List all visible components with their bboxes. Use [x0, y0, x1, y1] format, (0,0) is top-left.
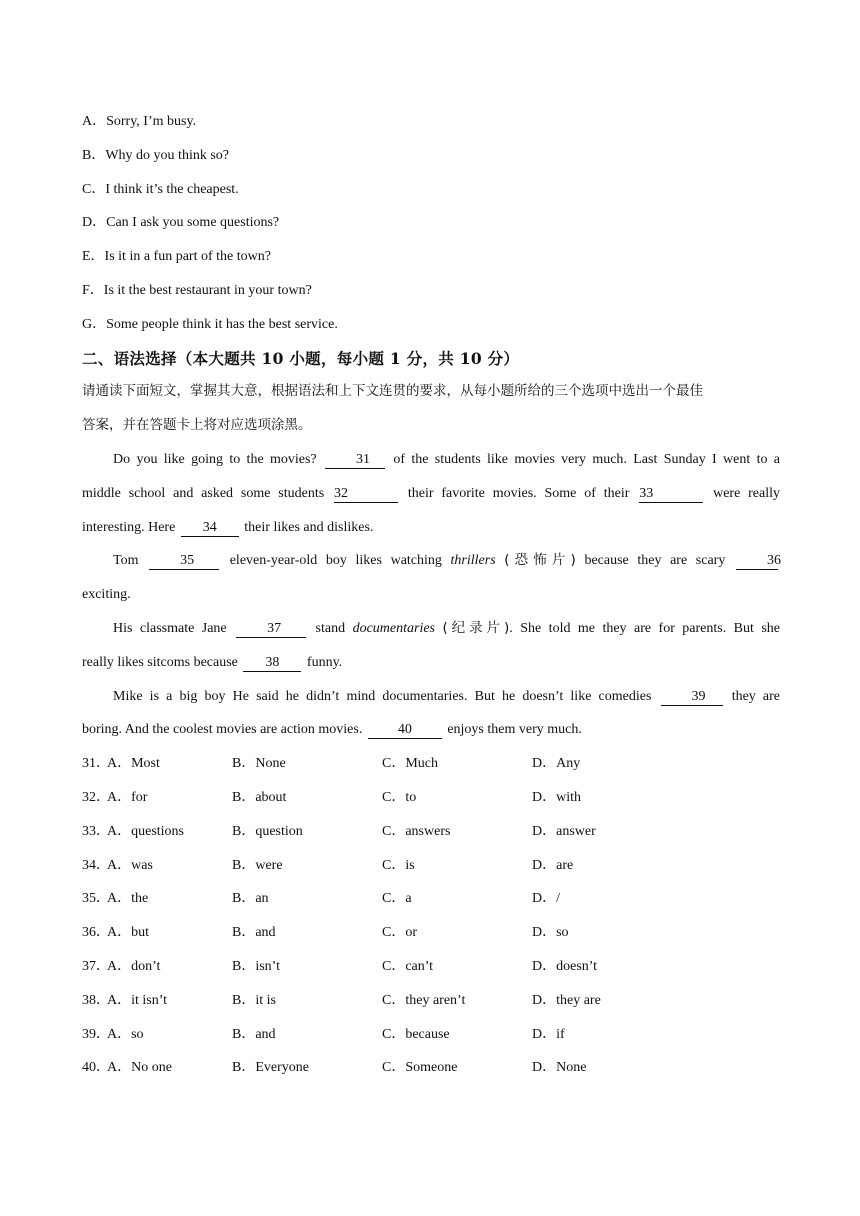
choice-f: F．Is it the best restaurant in your town? [82, 282, 312, 298]
passage-p4-line1 [82, 683, 780, 717]
option-b: B．None [232, 756, 286, 772]
option-c: C．answers [382, 823, 451, 839]
option-b: B．Everyone [232, 1060, 309, 1076]
option-d: D．None [532, 1060, 587, 1076]
option-b: B．isn’t [232, 958, 280, 974]
passage-p2-line2: exciting. [82, 587, 131, 603]
choice-e: E．Is it in a fun part of the town? [82, 249, 271, 265]
text: were really [713, 485, 781, 501]
option-b: B．and [232, 1026, 276, 1042]
text: their favorite movies. Some of their [407, 485, 630, 501]
option-c: C．because [382, 1026, 450, 1042]
option-a: A．was [107, 857, 153, 873]
text: Do you like going to the movies? [113, 451, 317, 467]
option-a: A．don’t [107, 958, 161, 974]
blank-36: 36 [736, 552, 778, 570]
question-35 [82, 885, 780, 919]
text: stand [315, 620, 346, 636]
thrillers-word: thrillers [450, 553, 496, 569]
question-number: 37． [82, 958, 110, 974]
passage-p3-line1 [82, 615, 780, 649]
text: of the students like movies very much. Last Sunday I went to a [393, 451, 781, 467]
choice-d: D．Can I ask you some questions? [82, 215, 280, 231]
text: Tom [113, 553, 139, 569]
option-d: D．they are [532, 992, 601, 1008]
passage-p4-line2 [82, 716, 780, 750]
passage-p1-line3 [82, 514, 780, 548]
option-c: C．can’t [382, 958, 434, 974]
option-c: C．a [382, 891, 412, 907]
documentaries-gloss: (纪录片) [442, 619, 510, 636]
question-number: 39． [82, 1026, 110, 1042]
document-page [82, 108, 780, 1088]
option-a: A．but [107, 925, 149, 941]
option-d: D．so [532, 925, 569, 941]
question-number: 34． [82, 857, 110, 873]
question-37 [82, 953, 780, 987]
passage-p2-line1 [82, 547, 780, 581]
question-number: 38． [82, 992, 110, 1008]
option-a: A．No one [107, 1060, 172, 1076]
option-d: D．if [532, 1026, 565, 1042]
option-a: A．the [107, 891, 149, 907]
blank-37: 37 [236, 620, 306, 638]
question-38 [82, 987, 780, 1021]
text: really likes sitcoms because [82, 654, 238, 670]
option-d: D．Any [532, 756, 581, 772]
passage-p1-line2 [82, 480, 780, 514]
text: interesting. Here [82, 519, 176, 535]
question-number: 35． [82, 891, 110, 907]
question-number: 36． [82, 925, 110, 941]
blank-38: 38 [243, 654, 301, 672]
passage-p3-line2 [82, 649, 780, 683]
option-a: A．so [107, 1026, 144, 1042]
option-d: D．are [532, 857, 574, 873]
option-b: B．question [232, 823, 303, 839]
text: they are [731, 688, 781, 704]
choice-g: G．Some people think it has the best service. [82, 316, 338, 332]
option-c: C．Someone [382, 1060, 458, 1076]
option-c: C．is [382, 857, 415, 873]
option-b: B．it is [232, 992, 276, 1008]
text: His classmate Jane [113, 620, 227, 636]
documentaries-word: documentaries [352, 620, 435, 636]
thrillers-gloss: (恐怖片) [504, 552, 576, 569]
text: because they are scary [584, 553, 726, 569]
question-32 [82, 784, 780, 818]
text: . She told me they are for parents. But she [509, 620, 781, 636]
blank-39: 39 [661, 688, 723, 706]
option-d: D．with [532, 789, 581, 805]
text: middle school and asked some students [82, 485, 325, 501]
thrillers-term [451, 553, 576, 568]
question-40 [82, 1054, 780, 1088]
text: Mike is a big boy He said he didn’t mind documentaries. But he doesn’t like comedies [113, 688, 652, 704]
question-number: 32． [82, 789, 110, 805]
blank-35: 35 [149, 552, 219, 570]
option-a: A．Most [107, 756, 160, 772]
documentaries-term [353, 621, 780, 636]
instructions-line-1: 请通读下面短文，掌握其大意，根据语法和上下文连贯的要求，从每小题所给的三个选项中选出一个最佳 [82, 383, 703, 400]
question-34 [82, 852, 780, 886]
text: funny. [306, 654, 343, 670]
option-c: C．they aren’t [382, 992, 466, 1008]
option-a: A．it isn’t [107, 992, 168, 1008]
option-c: C．Much [382, 756, 438, 772]
option-c: C．or [382, 925, 417, 941]
option-b: B．an [232, 891, 269, 907]
question-33 [82, 818, 780, 852]
blank-34: 34 [181, 519, 239, 537]
section-title: 二、语法选择（本大题共 10 小题，每小题 1 分，共 10 分） [82, 348, 520, 368]
choice-a: A．Sorry, I’m busy. [82, 114, 197, 129]
choice-b: B．Why do you think so? [82, 147, 229, 163]
question-number: 33． [82, 823, 110, 839]
option-a: A．questions [107, 823, 184, 839]
passage-p1-line1 [82, 446, 780, 480]
question-36 [82, 919, 780, 953]
question-number: 40． [82, 1060, 110, 1076]
option-d: D．answer [532, 823, 596, 839]
option-d: D．doesn’t [532, 958, 598, 974]
blank-33: 33 [639, 485, 703, 503]
question-31 [82, 750, 780, 784]
text: their likes and dislikes. [244, 519, 374, 535]
instructions-line-2: 答案，并在答题卡上将对应选项涂黑。 [82, 417, 312, 434]
choice-c: C．I think it’s the cheapest. [82, 181, 239, 197]
question-number: 31． [82, 756, 110, 772]
question-39 [82, 1021, 780, 1055]
option-d: D．/ [532, 891, 560, 907]
text: eleven-year-old boy likes watching [229, 553, 442, 569]
option-a: A．for [107, 789, 148, 805]
text: enjoys them very much. [447, 722, 582, 738]
blank-32: 32 [334, 485, 398, 503]
blank-31: 31 [325, 451, 385, 469]
blank-40: 40 [368, 721, 442, 739]
option-b: B．were [232, 857, 283, 873]
option-b: B．and [232, 925, 276, 941]
text: boring. And the coolest movies are action movies. [82, 722, 363, 738]
option-c: C．to [382, 789, 417, 805]
option-b: B．about [232, 789, 287, 805]
